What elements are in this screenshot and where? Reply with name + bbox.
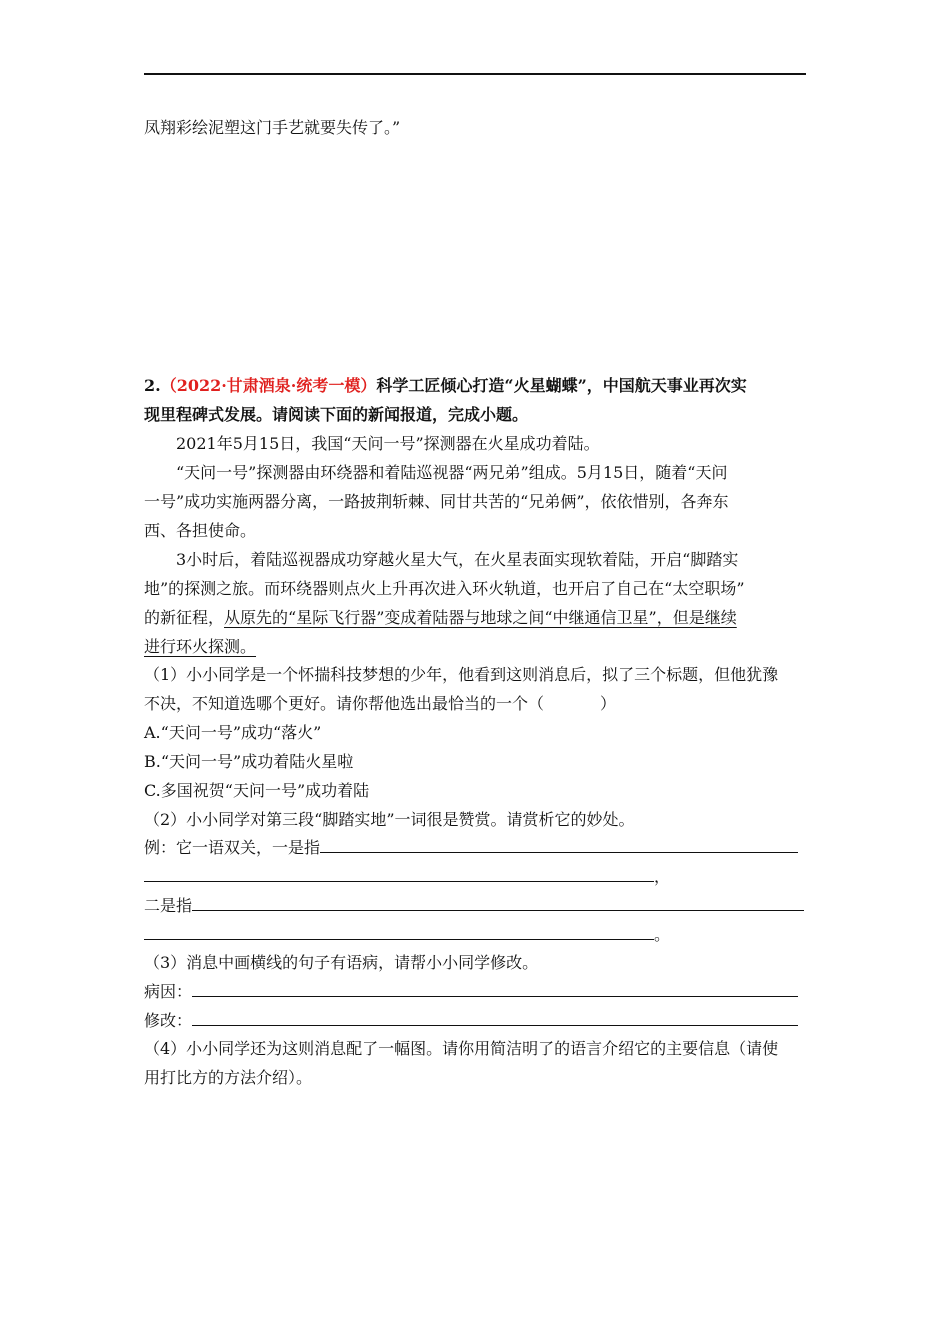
question-prompt-text: 科学工匠倾心打造“火星蝴蝶”，中国航天事业再次实	[376, 376, 747, 395]
article-paragraph-3-line	[144, 608, 737, 628]
sub-question-1: （1）小小同学是一个怀揣科技梦想的少年，他看到这则消息后，拟了三个标题，但他犹豫	[144, 665, 779, 684]
sub-question-2: （2）小小同学对第三段“脚踏实地”一词很是赞赏。请赏析它的妙处。	[144, 810, 635, 829]
sub-question-4: （4）小小同学还为这则消息配了一幅图。请你用简洁明了的语言介绍它的主要信息（请使	[144, 1039, 779, 1058]
question-source: （2022·甘肃酒泉·统考一模）	[160, 376, 377, 395]
answer-blank[interactable]	[144, 925, 654, 940]
article-paragraph-2-line: 一号”成功实施两器分离，一路披荆斩棘、同甘共苦的“兄弟俩”，依依惜别，各奔东	[144, 492, 729, 511]
answer-blank[interactable]	[144, 867, 654, 882]
answer-blank[interactable]	[192, 896, 804, 911]
sub-question-3: （3）消息中画横线的句子有语病，请帮小小同学修改。	[144, 953, 539, 972]
fix-blank[interactable]	[192, 1011, 798, 1026]
sub-question-4-cont: 用打比方的方法介绍）。	[144, 1068, 313, 1087]
question-2-prompt	[144, 376, 747, 396]
second-answer-line	[144, 896, 804, 916]
question-number: 2.	[144, 376, 161, 395]
underlined-sentence: 从原先的“星际飞行器”变成着陆器与地球之间“中继通信卫星”，但是继续	[224, 608, 737, 627]
fix-line	[144, 1011, 798, 1031]
plain-text: ，	[654, 867, 671, 886]
article-paragraph-3-line	[144, 637, 256, 657]
question-2-prompt-cont: 现里程碑式发展。请阅读下面的新闻报道，完成小题。	[144, 405, 529, 424]
plain-text: 不决，不知道选哪个更好。请你帮他选出最恰当的一个（	[144, 694, 545, 713]
article-paragraph-3-line: 地”的探测之旅。而环绕器则点火上升再次进入环火轨道，也开启了自己在“太空职场”	[144, 579, 745, 598]
cause-label: 病因：	[144, 982, 193, 1001]
plain-text: 的新征程，	[144, 608, 225, 627]
underlined-sentence: 进行环火探测。	[144, 637, 257, 656]
second-answer-line-2	[144, 925, 670, 945]
option-a: A.“天问一号”成功“落火”	[144, 723, 322, 742]
header-rule	[144, 73, 806, 75]
plain-text: 例：它一语双关，一是指	[144, 838, 321, 857]
fix-label: 修改：	[144, 1011, 193, 1030]
article-paragraph-3: 3小时后，着陆巡视器成功穿越火星大气，在火星表面实现软着陆，开启“脚踏实	[176, 550, 739, 569]
plain-text: ）	[600, 694, 617, 713]
option-b: B.“天问一号”成功着陆火星啦	[144, 752, 354, 771]
article-paragraph-2: “天问一号”探测器由环绕器和着陆巡视器“两兄弟”组成。5月15日，随着“天问	[176, 463, 728, 482]
example-answer-line	[144, 838, 798, 858]
article-paragraph-2-line: 西、各担使命。	[144, 521, 257, 540]
sub-question-1-cont	[144, 694, 616, 714]
plain-text: 。	[654, 925, 671, 944]
plain-text: 二是指	[144, 896, 193, 915]
cause-line	[144, 982, 798, 1002]
cause-blank[interactable]	[192, 982, 798, 997]
option-c: C.多国祝贺“天问一号”成功着陆	[144, 781, 370, 800]
answer-blank[interactable]	[320, 838, 798, 853]
example-answer-line-2	[144, 867, 670, 887]
article-paragraph-1: 2021年5月15日，我国“天问一号”探测器在火星成功着陆。	[176, 434, 600, 453]
previous-question-tail: 凤翔彩绘泥塑这门手艺就要失传了。”	[144, 118, 401, 137]
